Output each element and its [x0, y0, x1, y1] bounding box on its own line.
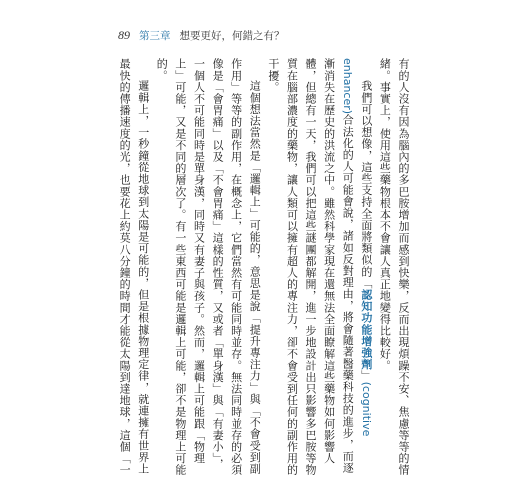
- paragraph-1: 有的人沒有因為腦內的多巴胺增加而感到快樂，反而出現煩躁不安、焦慮等等的情緒。事實上，使用這些藥物根本不會讓人真正地變得比較好。: [378, 58, 410, 476]
- chapter-label: 第三章: [139, 30, 171, 42]
- paragraph-2: [263, 58, 375, 478]
- paragraph-2-lead: 我們可以想像，這些支持全面將類似的「: [359, 80, 373, 289]
- paragraph-4: 邏輯上，一秒鐘從地球到太陽是可能的，但是根據物理定律，就連擁有世界上最快的傳播速度的光，也要花上約莫八分鐘的時間才能從太陽到達地球，這個「一: [118, 58, 150, 476]
- page-header: [118, 28, 285, 43]
- bracket-close: 」: [359, 370, 373, 382]
- chapter-title: 想要更好，何錯之有？: [179, 30, 285, 42]
- english-term: (cognitive enhancer): [341, 58, 373, 437]
- paragraph-2-rest: 合法化的人可能會說，諸如反對理由，將會隨著醫藥科技的進步，而逐漸消失在歷史的洪流之中。雖然科學家現在還無法全面瞭解這些藥物如何影響人體，但總有一天，我們可以把這些謎團都解開，進一步地設計出只影響多巴胺等物質在腦部濃度的藥物，讓人類可以擁有超人的專注力，卻不會受到任何的副作用的干擾。: [266, 58, 355, 476]
- keyword-cognitive-enhancer: 認知功能增強劑: [359, 288, 373, 371]
- page-number: 89: [118, 28, 130, 42]
- vertical-body-text: [118, 58, 412, 478]
- paragraph-3: 這個想法當然是「邏輯上」可能的，意思是說「提升專注力」與「不會受到副作用」等等的副作用，在概念上，它們當然有可能同時並存。無法同時並存的必須像是「會胃痛」以及「不會胃痛」這樣的性質，又或者「單身漢」與「有妻小」，一個人不可能同時是單身漢，同時又有妻子與孩子。然而，邏輯上可能跟「物理上」可能，又是不同的層次了。有一些東西可能是邏輯上可能，卻不是物理上可能的。: [155, 58, 262, 476]
